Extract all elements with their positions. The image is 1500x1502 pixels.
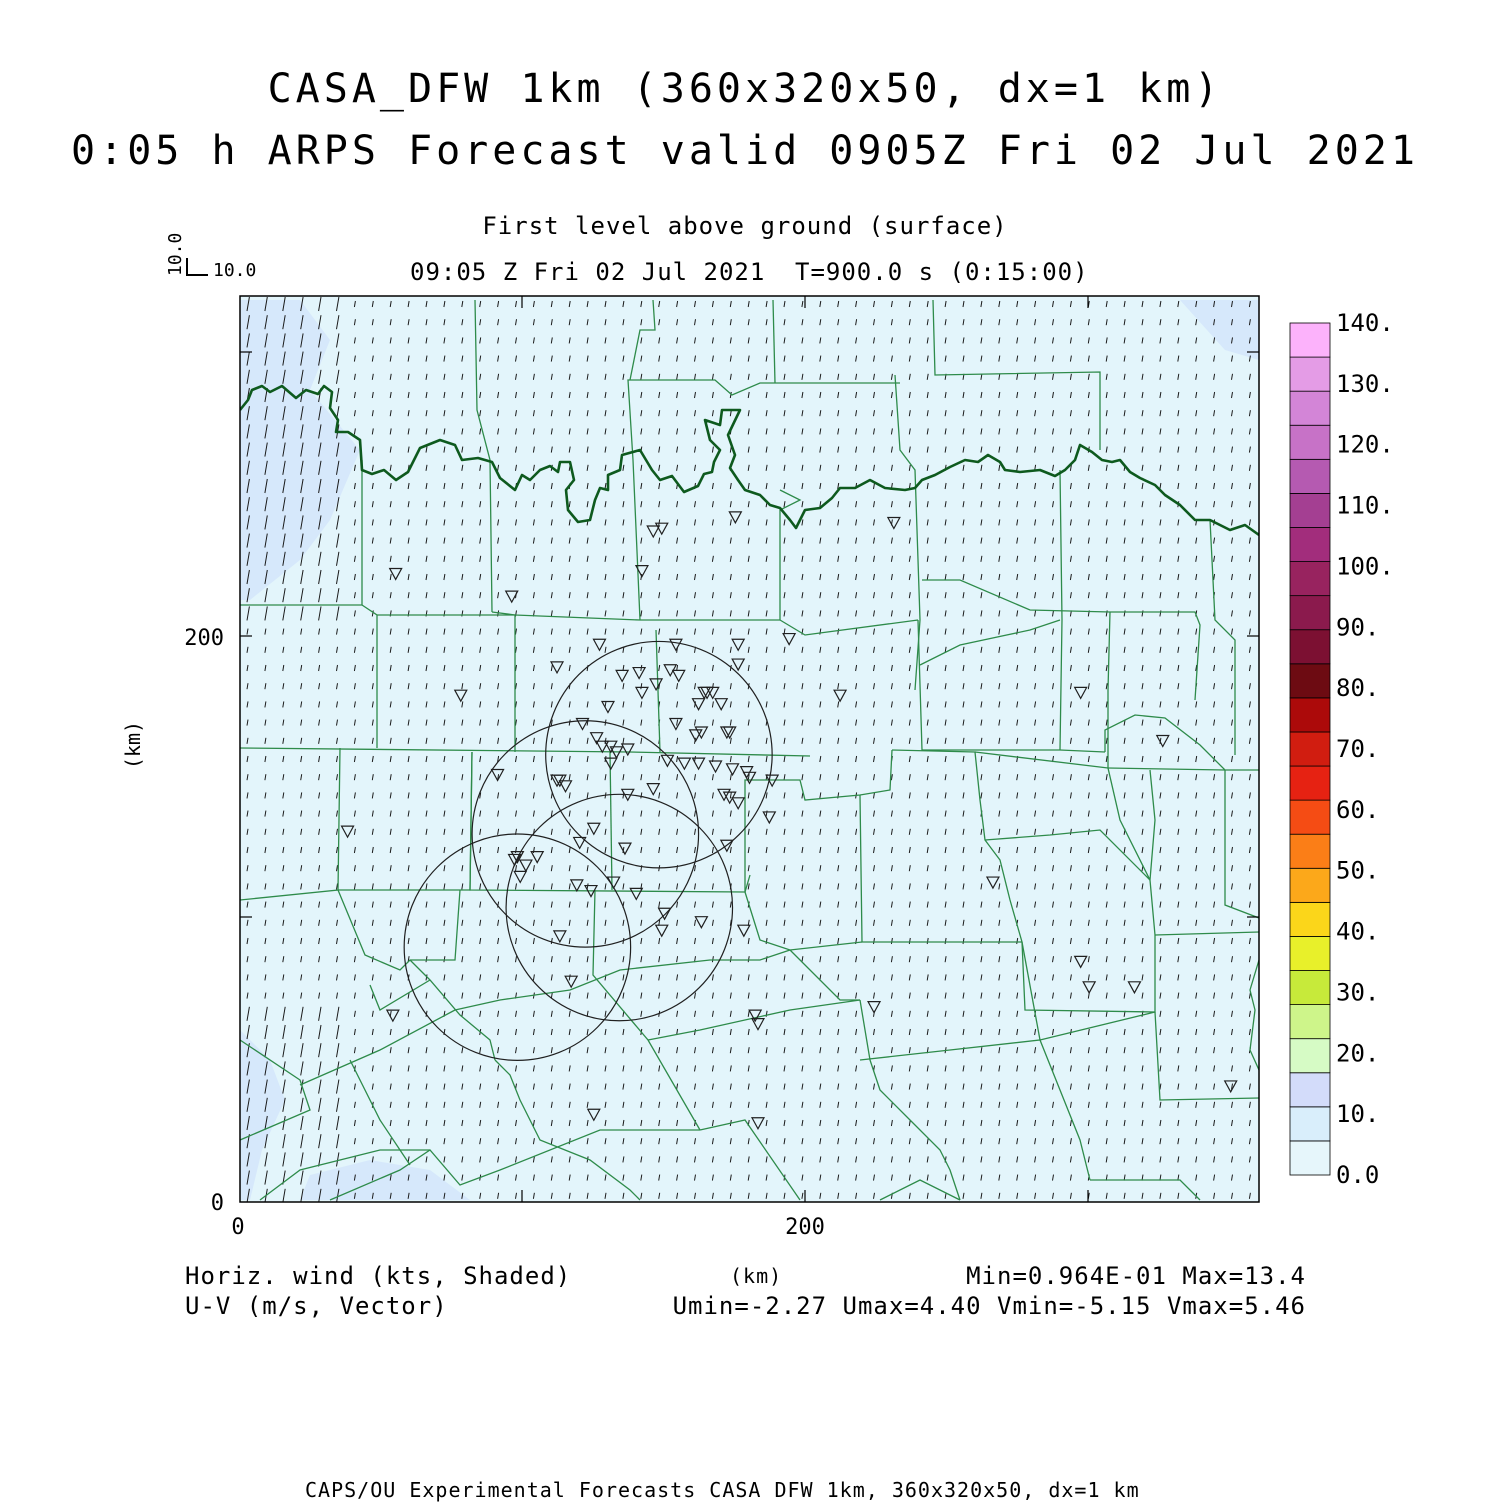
colorbar-segment (1290, 936, 1330, 970)
vector-key (165, 233, 256, 281)
colorbar-segment (1290, 1141, 1330, 1175)
colorbar-label: 40. (1336, 917, 1380, 946)
colorbar-segment (1290, 1073, 1330, 1107)
colorbar-segment (1290, 1039, 1330, 1073)
colorbar-segment (1290, 1005, 1330, 1039)
colorbar-label: 110. (1336, 491, 1394, 520)
colorbar-segment (1290, 493, 1330, 527)
x-tick-200: 200 (785, 1215, 825, 1240)
colorbar-segment (1290, 527, 1330, 561)
title-line-2: 0:05 h ARPS Forecast valid 0905Z Fri 02 Jul 2021 (71, 128, 1419, 174)
colorbar-segment (1290, 459, 1330, 493)
subtitle-valid-time: 09:05 Z Fri 02 Jul 2021 (410, 258, 766, 286)
colorbar (1290, 309, 1394, 1189)
colorbar-segment (1290, 664, 1330, 698)
colorbar-label: 0.0 (1336, 1161, 1380, 1189)
colorbar-segment (1290, 971, 1330, 1005)
y-tick-0: 0 (210, 1191, 224, 1216)
footer-vector-field: U-V (m/s, Vector) (185, 1292, 448, 1320)
colorbar-label: 120. (1336, 430, 1394, 459)
colorbar-segment (1290, 562, 1330, 596)
colorbar-label: 10. (1336, 1100, 1380, 1129)
colorbar-segment (1290, 902, 1330, 936)
vector-key-y-label: 10.0 (165, 232, 186, 276)
colorbar-segment (1290, 630, 1330, 664)
title-line-1: CASA_DFW 1km (360x320x50, dx=1 km) (267, 66, 1223, 112)
subtitle-level: First level above ground (surface) (482, 212, 1008, 240)
footer-uv-min-max: Umin=-2.27 Umax=4.40 Vmin=-5.15 Vmax=5.46 (672, 1292, 1306, 1320)
footer-credit: CAPS/OU Experimental Forecasts CASA DFW 1km, 360x320x50, dx=1 km (305, 1478, 1140, 1502)
colorbar-label: 80. (1336, 674, 1380, 703)
colorbar-segment (1290, 596, 1330, 630)
colorbar-label: 70. (1336, 735, 1380, 763)
y-axis-label: (km) (121, 720, 145, 770)
colorbar-label: 100. (1336, 552, 1394, 581)
colorbar-segment (1290, 323, 1330, 357)
x-axis-label: (km) (730, 1264, 783, 1288)
colorbar-label: 90. (1336, 613, 1380, 642)
colorbar-segment (1290, 800, 1330, 834)
colorbar-segment (1290, 357, 1330, 391)
colorbar-segment (1290, 732, 1330, 766)
footer-shaded-field: Horiz. wind (kts, Shaded) (185, 1262, 572, 1290)
colorbar-label: 60. (1336, 795, 1380, 824)
colorbar-segment (1290, 834, 1330, 868)
subtitle-integration-time: T=900.0 s (0:15:00) (795, 258, 1089, 286)
colorbar-segment (1290, 425, 1330, 459)
colorbar-label: 30. (1336, 978, 1380, 1007)
colorbar-label: 130. (1336, 369, 1394, 398)
colorbar-segment (1290, 698, 1330, 732)
colorbar-segment (1290, 1107, 1330, 1141)
colorbar-segment (1290, 868, 1330, 902)
vector-key-x-label: 10.0 (213, 260, 257, 281)
colorbar-label: 50. (1336, 856, 1380, 885)
y-tick-200: 200 (184, 626, 224, 651)
x-tick-0: 0 (231, 1215, 245, 1240)
colorbar-label: 140. (1336, 309, 1394, 337)
footer-min-max: Min=0.964E-01 Max=13.4 (966, 1262, 1306, 1290)
colorbar-segment (1290, 766, 1330, 800)
colorbar-label: 20. (1336, 1039, 1380, 1068)
plot-area (121, 296, 1259, 1240)
colorbar-segment (1290, 391, 1330, 425)
